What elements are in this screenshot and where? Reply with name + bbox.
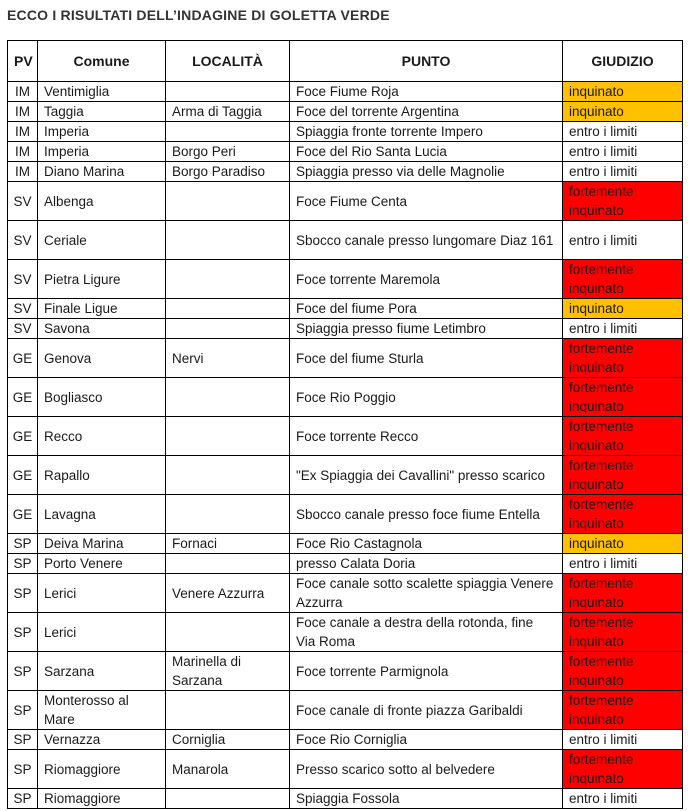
cell-pv: SP [8,789,38,809]
cell-pv: SP [8,613,38,652]
cell-localita: Fornaci [166,534,290,554]
table-row [8,260,683,299]
cell-comune: Ventimiglia [38,82,166,102]
cell-localita [166,456,290,495]
table-row [8,495,683,534]
cell-pv: GE [8,495,38,534]
cell-giudizio: fortemente inquinato [563,456,683,495]
cell-comune: Monterosso al Mare [38,691,166,730]
cell-pv: GE [8,378,38,417]
cell-pv: SP [8,750,38,789]
cell-comune: Diano Marina [38,162,166,182]
cell-giudizio: fortemente inquinato [563,495,683,534]
cell-localita: Borgo Paradiso [166,162,290,182]
cell-punto: Presso scarico sotto al belvedere [290,750,563,789]
cell-giudizio: inquinato [563,102,683,122]
table-row [8,378,683,417]
cell-comune: Taggia [38,102,166,122]
cell-comune: Sarzana [38,652,166,691]
cell-pv: SP [8,574,38,613]
header-pv: PV [8,41,38,82]
cell-localita: Venere Azzurra [166,574,290,613]
cell-giudizio: fortemente inquinato [563,574,683,613]
cell-localita [166,319,290,339]
cell-giudizio: fortemente inquinato [563,417,683,456]
cell-giudizio: fortemente inquinato [563,613,683,652]
cell-punto: Spiaggia presso via delle Magnolie [290,162,563,182]
cell-comune: Imperia [38,142,166,162]
cell-comune: Imperia [38,122,166,142]
cell-giudizio: entro i limiti [563,221,683,260]
cell-localita [166,691,290,730]
cell-comune: Porto Venere [38,554,166,574]
cell-punto: Foce canale sotto scalette spiaggia Venere Azzurra [290,574,563,613]
cell-comune: Riomaggiore [38,750,166,789]
cell-punto: Foce torrente Maremola [290,260,563,299]
cell-comune: Riomaggiore [38,789,166,809]
cell-punto: "Ex Spiaggia dei Cavallini" presso scarico [290,456,563,495]
cell-giudizio: fortemente inquinato [563,182,683,221]
cell-localita [166,122,290,142]
cell-giudizio: fortemente inquinato [563,339,683,378]
cell-punto: Foce del fiume Sturla [290,339,563,378]
cell-punto: Foce canale a destra della rotonda, fine Via Roma [290,613,563,652]
cell-giudizio: inquinato [563,299,683,319]
cell-localita: Marinella di Sarzana [166,652,290,691]
cell-localita [166,613,290,652]
table-row [8,162,683,182]
cell-localita: Nervi [166,339,290,378]
results-table [7,40,683,809]
header-punto: PUNTO [290,41,563,82]
cell-pv: IM [8,82,38,102]
cell-comune: Ceriale [38,221,166,260]
cell-punto: Foce canale di fronte piazza Garibaldi [290,691,563,730]
cell-punto: Foce Rio Corniglia [290,730,563,750]
cell-pv: GE [8,456,38,495]
cell-comune: Savona [38,319,166,339]
cell-localita: Arma di Taggia [166,102,290,122]
cell-localita [166,299,290,319]
cell-giudizio: entro i limiti [563,319,683,339]
cell-giudizio: entro i limiti [563,162,683,182]
cell-pv: SV [8,182,38,221]
cell-pv: SP [8,652,38,691]
cell-localita [166,260,290,299]
cell-punto: Foce del fiume Pora [290,299,563,319]
cell-giudizio: entro i limiti [563,789,683,809]
cell-pv: SV [8,260,38,299]
cell-pv: IM [8,162,38,182]
cell-pv: SP [8,534,38,554]
table-row [8,339,683,378]
cell-comune: Genova [38,339,166,378]
cell-localita [166,221,290,260]
table-row [8,82,683,102]
table-row [8,554,683,574]
cell-giudizio: fortemente inquinato [563,260,683,299]
cell-punto: Foce Fiume Roja [290,82,563,102]
table-row [8,221,683,260]
cell-pv: IM [8,142,38,162]
cell-comune: Deiva Marina [38,534,166,554]
cell-pv: SP [8,730,38,750]
cell-giudizio: entro i limiti [563,142,683,162]
cell-punto: Foce Fiume Centa [290,182,563,221]
cell-giudizio: fortemente inquinato [563,652,683,691]
cell-punto: Foce torrente Recco [290,417,563,456]
cell-giudizio: inquinato [563,82,683,102]
cell-punto: presso Calata Doria [290,554,563,574]
table-row [8,574,683,613]
cell-localita [166,182,290,221]
cell-pv: SV [8,299,38,319]
cell-pv: SP [8,554,38,574]
cell-punto: Spiaggia Fossola [290,789,563,809]
cell-comune: Lerici [38,574,166,613]
table-row [8,417,683,456]
header-comune: Comune [38,41,166,82]
cell-punto: Spiaggia presso fiume Letimbro [290,319,563,339]
cell-pv: GE [8,417,38,456]
cell-localita [166,789,290,809]
cell-punto: Foce del Rio Santa Lucia [290,142,563,162]
table-row [8,534,683,554]
table-row [8,102,683,122]
cell-comune: Rapallo [38,456,166,495]
cell-localita: Manarola [166,750,290,789]
cell-pv: IM [8,102,38,122]
cell-localita [166,417,290,456]
cell-giudizio: inquinato [563,534,683,554]
table-row [8,652,683,691]
header-localita: LOCALITÀ [166,41,290,82]
cell-punto: Foce torrente Parmignola [290,652,563,691]
cell-giudizio: entro i limiti [563,554,683,574]
table-row [8,613,683,652]
cell-comune: Finale Ligue [38,299,166,319]
table-header-row [8,41,683,82]
cell-comune: Bogliasco [38,378,166,417]
cell-punto: Spiaggia fronte torrente Impero [290,122,563,142]
cell-comune: Vernazza [38,730,166,750]
table-row [8,122,683,142]
cell-localita [166,495,290,534]
cell-localita: Corniglia [166,730,290,750]
cell-punto: Foce Rio Castagnola [290,534,563,554]
cell-localita [166,378,290,417]
cell-giudizio: fortemente inquinato [563,750,683,789]
cell-comune: Pietra Ligure [38,260,166,299]
table-row [8,182,683,221]
cell-punto: Sbocco canale presso lungomare Diaz 161 [290,221,563,260]
cell-giudizio: entro i limiti [563,122,683,142]
table-row [8,456,683,495]
cell-pv: GE [8,339,38,378]
table-row [8,750,683,789]
cell-pv: SP [8,691,38,730]
page-title: ECCO I RISULTATI DELL’INDAGINE DI GOLETTA VERDE [7,7,390,23]
cell-pv: SV [8,221,38,260]
cell-localita [166,82,290,102]
cell-giudizio: entro i limiti [563,730,683,750]
cell-giudizio: fortemente inquinato [563,691,683,730]
cell-giudizio: fortemente inquinato [563,378,683,417]
header-giudizio: GIUDIZIO [563,41,683,82]
cell-punto: Sbocco canale presso foce fiume Entella [290,495,563,534]
table-row [8,319,683,339]
table-row [8,691,683,730]
cell-comune: Albenga [38,182,166,221]
table-row [8,142,683,162]
cell-comune: Recco [38,417,166,456]
cell-localita: Borgo Peri [166,142,290,162]
cell-comune: Lerici [38,613,166,652]
table-body [8,82,683,809]
table-row [8,789,683,809]
cell-punto: Foce Rio Poggio [290,378,563,417]
table-row [8,299,683,319]
cell-punto: Foce del torrente Argentina [290,102,563,122]
cell-pv: SV [8,319,38,339]
cell-pv: IM [8,122,38,142]
cell-comune: Lavagna [38,495,166,534]
cell-localita [166,554,290,574]
table-row [8,730,683,750]
